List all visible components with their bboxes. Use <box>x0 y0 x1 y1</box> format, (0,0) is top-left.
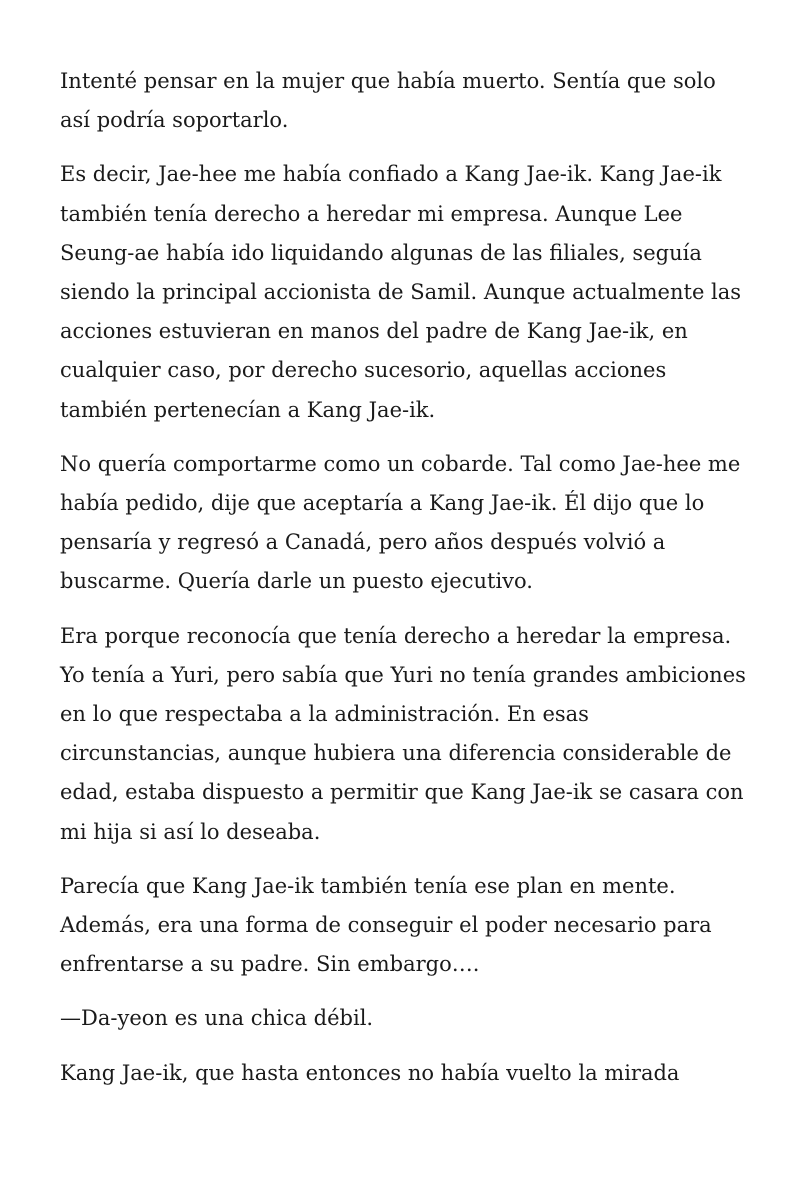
paragraph-3: No quería comportarme como un cobarde. Tal como Jae-hee me había pedido, dije que aceptaría a Kang Jae-ik. Él dijo que lo pensaría y regresó a Canadá, pero años después volvió a buscarme. Quería darle un puesto ejecutivo. <box>60 451 741 594</box>
dialogue-line: —Da-yeon es una chica débil. <box>60 1006 374 1031</box>
page-body <box>60 62 750 1108</box>
paragraph-7: Kang Jae-ik, que hasta entonces no había vuelto la mirada <box>60 1060 680 1085</box>
paragraph-2: Es decir, Jae-hee me había confiado a Kang Jae-ik. Kang Jae-ik también tenía derecho a heredar mi empresa. Aunque Lee Seung-ae había ido liquidando algunas de las filiales, seguía siendo la principal accionista de Samil. Aunque actualmente las acciones estuvieran en manos del padre de Kang Jae-ik, en cualquier caso, por derecho sucesorio, aquellas acciones también pertenecían a Kang Jae-ik. <box>60 162 742 422</box>
paragraph-4: Era porque reconocía que tenía derecho a heredar la empresa. Yo tenía a Yuri, pero sabía que Yuri no tenía grandes ambiciones en lo que respectaba a la administración. En esas circunstancias, aunque hubiera una diferencia considerable de edad, estaba dispuesto a permitir que Kang Jae-ik se casara con mi hija si así lo deseaba. <box>60 623 746 844</box>
paragraph-1: Intenté pensar en la mujer que había muerto. Sentía que solo así podría soportarlo. <box>60 69 716 133</box>
paragraph-5: Parecía que Kang Jae-ik también tenía ese plan en mente. Además, era una forma de conseguir el poder necesario para enfrentarse a su padre. Sin embargo…. <box>60 873 712 977</box>
